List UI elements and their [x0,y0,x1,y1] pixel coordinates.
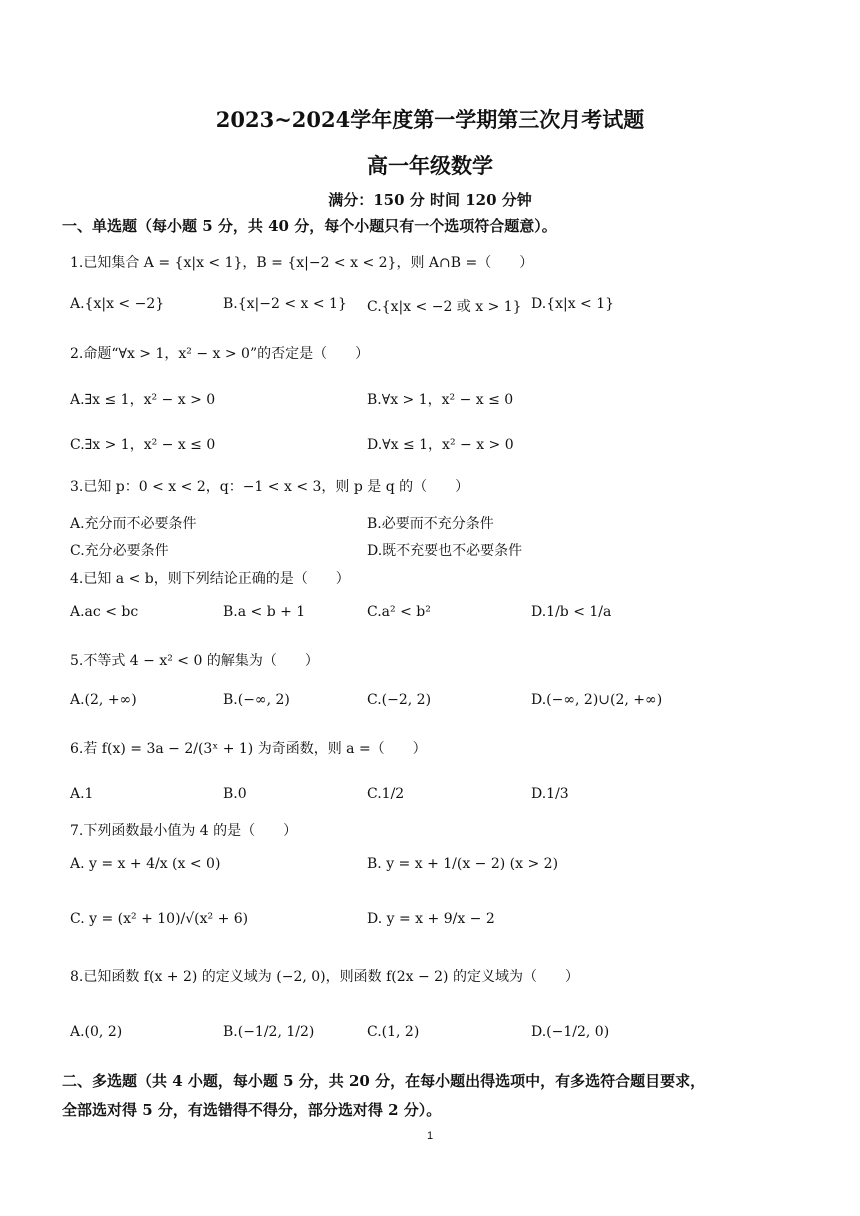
option-a: A. y = x + 4/x (x < 0) [70,856,221,872]
option-a: A.ac < bc [70,604,139,620]
option-d: D.∀x ≤ 1，x² − x > 0 [367,437,514,453]
exam-title: 2023~2024学年度第一学期第三次月考试题 [215,107,645,132]
option-d: D.既不充要也不必要条件 [367,543,523,559]
option-b: B.a < b + 1 [223,604,306,620]
option-b: B.(−∞, 2) [223,692,290,708]
option-b: B.0 [223,786,247,802]
option-d: D.(−1/2, 0) [531,1024,610,1040]
option-c: C. y = (x² + 10)/√(x² + 6) [70,911,249,927]
question-stem: 5.不等式 4 − x² < 0 的解集为（ ） [70,653,319,669]
exam-subtitle: 高一年级数学 [367,153,493,178]
option-a: A.∃x ≤ 1，x² − x > 0 [70,392,216,408]
option-b: B.(−1/2, 1/2) [223,1024,315,1040]
question-stem: 4.已知 a < b，则下列结论正确的是（ ） [70,571,350,587]
option-d: D.{x|x < 1} [531,296,615,312]
question-stem: 2.命题“∀x > 1，x² − x > 0”的否定是（ ） [70,346,370,362]
option-c: C.1/2 [367,786,405,802]
option-b: B.∀x > 1，x² − x ≤ 0 [367,392,514,408]
question-stem: 3.已知 p：0 < x < 2，q：−1 < x < 3，则 p 是 q 的（ ） [70,479,470,495]
option-c: C.∃x > 1，x² − x ≤ 0 [70,437,216,453]
option-d: D.1/b < 1/a [531,604,612,620]
exam-meta: 满分：150 分 时间 120 分钟 [328,191,532,209]
option-a: A.{x|x < −2} [70,296,165,312]
question-stem: 8.已知函数 f(x + 2) 的定义域为 (−2, 0)，则函数 f(2x − 2) 的定义域为（ ） [70,969,579,985]
option-c: C.充分必要条件 [70,543,169,559]
section-heading-multi-choice-line2: 全部选对得 5 分，有选错得不得分，部分选对得 2 分）。 [62,1101,442,1119]
option-c: C.(−2, 2) [367,692,432,708]
question-stem: 7.下列函数最小值为 4 的是（ ） [70,823,298,839]
page-number: 1 [426,1130,434,1142]
option-b: B. y = x + 1/(x − 2) (x > 2) [367,856,559,872]
option-c: C.{x|x < −2 或 x > 1} [367,299,522,315]
section-heading-single-choice: 一、单选题（每小题 5 分，共 40 分，每个小题只有一个选项符合题意）。 [62,217,557,235]
option-c: C.a² < b² [367,604,431,620]
option-d: D.(−∞, 2)∪(2, +∞) [531,692,663,708]
option-a: A.充分而不必要条件 [70,516,197,532]
question-stem: 1.已知集合 A = {x|x < 1}，B = {x|−2 < x < 2}，则 A∩B =（ ） [70,255,534,271]
option-d: D. y = x + 9/x − 2 [367,911,495,927]
option-a: A.(2, +∞) [70,692,137,708]
section-heading-multi-choice-line1: 二、多选题（共 4 小题，每小题 5 分，共 20 分，在每小题出得选项中，有多选符合题目要求， [62,1072,706,1090]
option-c: C.(1, 2) [367,1024,420,1040]
option-b: B.{x|−2 < x < 1} [223,296,347,312]
question-stem: 6.若 f(x) = 3a − 2/(3ˣ + 1) 为奇函数，则 a =（ ） [70,741,427,757]
option-a: A.1 [70,786,94,802]
option-a: A.(0, 2) [70,1024,123,1040]
option-d: D.1/3 [531,786,569,802]
option-b: B.必要而不充分条件 [367,516,494,532]
